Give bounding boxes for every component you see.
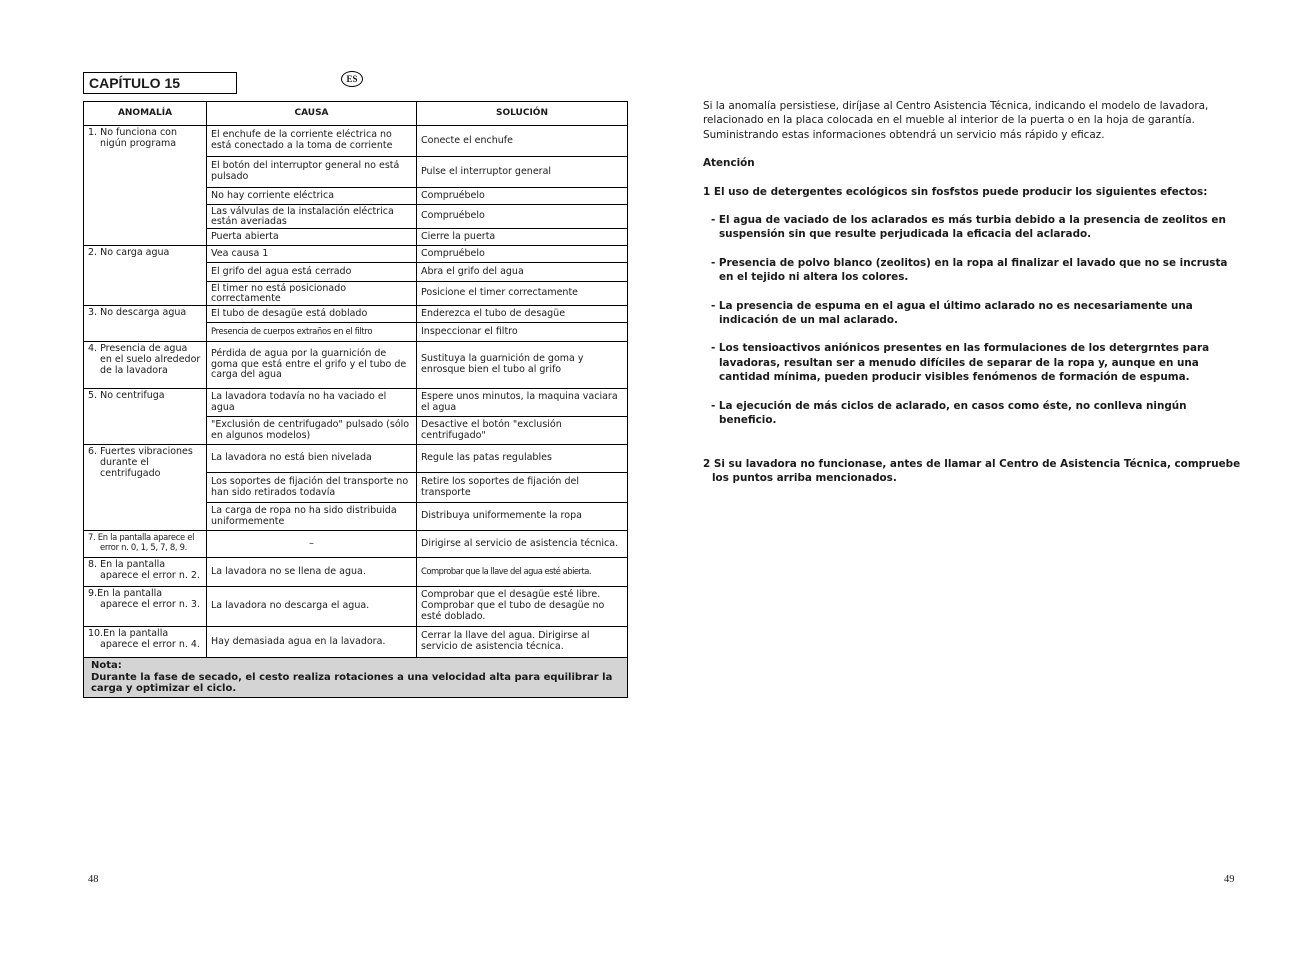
anomaly-cell: 2. No carga agua bbox=[84, 246, 207, 306]
troubleshooting-table bbox=[83, 101, 628, 698]
table-row bbox=[84, 445, 628, 473]
cause-cell: Los soportes de fijación del transporte no han sido retirados todavía bbox=[207, 473, 417, 503]
point-2: 2 Si su lavadora no funcionase, antes de llamar al Centro de Asistencia Técnica, compruebe los puntos arriba mencionados. bbox=[703, 457, 1241, 484]
note-text: Durante la fase de secado, el cesto realiza rotaciones a una velocidad alta para equilibrar la carga y optimizar el ciclo. bbox=[91, 671, 613, 694]
solution-cell: Compruébelo bbox=[417, 205, 628, 229]
list-item: - El agua de vaciado de los aclarados es más turbia debido a la presencia de zeolitos en suspensión sin que resulte perjudicada la eficacia del aclarado. bbox=[711, 214, 1226, 241]
solution-cell: Pulse el interruptor general bbox=[417, 157, 628, 188]
page-number-right: 49 bbox=[1224, 874, 1235, 885]
solution-cell: Compruébelo bbox=[417, 188, 628, 205]
list-item: - Los tensioactivos aniónicos presentes en las formulaciones de los detergrntes para lavadoras, resultan ser a menudo difíciles de separar de la ropa y, aunque en una cantidad mínima, pueden producir visibles fenómenos de formación de espuma. bbox=[711, 342, 1210, 384]
table-row bbox=[84, 531, 628, 558]
cause-cell: La lavadora todavía no ha vaciado el agua bbox=[207, 389, 417, 417]
cause-cell: El botón del interruptor general no está pulsado bbox=[207, 157, 417, 188]
chapter-title: CAPÍTULO 15 bbox=[83, 72, 237, 94]
cause-cell: El enchufe de la corriente eléctrica no está conectado a la toma de corriente bbox=[207, 126, 417, 157]
anomaly-cell: 6. Fuertes vibraciones durante el centrifugado bbox=[84, 445, 207, 531]
solution-cell: Compruébelo bbox=[417, 246, 628, 263]
cause-cell: Pérdida de agua por la guarnición de goma que está entre el grifo y el tubo de carga del agua bbox=[207, 342, 417, 389]
page-number-left: 48 bbox=[88, 874, 99, 885]
solution-cell: Posicione el timer correctamente bbox=[417, 282, 628, 306]
solution-cell: Cierre la puerta bbox=[417, 229, 628, 246]
cause-cell: – bbox=[207, 531, 417, 558]
cause-cell: La carga de ropa no ha sido distribuida uniformemente bbox=[207, 503, 417, 531]
solution-cell: Comprobar que el desagüe esté libre. Comprobar que el tubo de desagüe no esté doblado. bbox=[417, 587, 628, 627]
cause-cell: El timer no está posicionado correctamente bbox=[207, 282, 417, 306]
solution-cell: Abra el grifo del agua bbox=[417, 263, 628, 282]
cause-cell: La lavadora no se llena de agua. bbox=[207, 558, 417, 587]
cause-cell: La lavadora no está bien nivelada bbox=[207, 445, 417, 473]
cause-cell: Las válvulas de la instalación eléctrica están averiadas bbox=[207, 205, 417, 229]
table-row bbox=[84, 389, 628, 417]
anomaly-cell: 5. No centrifuga bbox=[84, 389, 207, 445]
anomaly-cell: 9.En la pantalla aparece el error n. 3. bbox=[84, 587, 207, 627]
solution-cell: Desactive el botón "exclusión centrifugado" bbox=[417, 417, 628, 445]
solution-cell: Inspeccionar el filtro bbox=[417, 323, 628, 342]
cause-cell: El tubo de desagüe está doblado bbox=[207, 306, 417, 323]
solution-cell: Comprobar que la llave del agua esté abierta. bbox=[417, 558, 628, 587]
solution-cell: Regule las patas regulables bbox=[417, 445, 628, 473]
solution-cell: Conecte el enchufe bbox=[417, 126, 628, 157]
point-1: 1 El uso de detergentes ecológicos sin fosfstos puede producir los siguientes efectos: bbox=[703, 185, 1208, 198]
table-row bbox=[84, 342, 628, 389]
cause-cell: No hay corriente eléctrica bbox=[207, 188, 417, 205]
table-row bbox=[84, 126, 628, 157]
table-row bbox=[84, 558, 628, 587]
list-item: - Presencia de polvo blanco (zeolitos) en la ropa al finalizar el lavado que no se incrusta en el tejido ni altera los colores. bbox=[711, 256, 1228, 284]
intro-paragraph: Si la anomalía persistiese, diríjase al Centro Asistencia Técnica, indicando el modelo de lavadora, relacionado en la placa colocada en el mueble al interior de la puerta o en la hoja de garantía. Suministrando estas informaciones obtendrá un servicio más rápido y eficaz. bbox=[703, 100, 1209, 141]
solution-cell: Distribuya uniformemente la ropa bbox=[417, 503, 628, 531]
cause-cell: La lavadora no descarga el agua. bbox=[207, 587, 417, 627]
solution-cell: Cerrar la llave del agua. Dirigirse al servicio de asistencia técnica. bbox=[417, 627, 628, 658]
table-note-row bbox=[84, 658, 628, 698]
language-badge: ES bbox=[341, 71, 363, 87]
attention-heading: Atención bbox=[703, 157, 755, 170]
column-header-solution: SOLUCIÓN bbox=[417, 102, 628, 126]
table-row bbox=[84, 587, 628, 627]
solution-cell: Dirigirse al servicio de asistencia técnica. bbox=[417, 531, 628, 558]
cause-cell: Vea causa 1 bbox=[207, 246, 417, 263]
anomaly-cell: 8. En la pantalla aparece el error n. 2. bbox=[84, 558, 207, 587]
note-title: Nota: bbox=[91, 660, 122, 671]
column-header-anomaly: ANOMALÍA bbox=[84, 102, 207, 126]
cause-cell: Presencia de cuerpos extraños en el filtro bbox=[207, 323, 417, 342]
cause-cell: "Exclusión de centrifugado" pulsado (sólo en algunos modelos) bbox=[207, 417, 417, 445]
note-cell bbox=[84, 658, 628, 698]
column-header-cause: CAUSA bbox=[207, 102, 417, 126]
table-row bbox=[84, 246, 628, 263]
solution-cell: Sustituya la guarnición de goma y enrosque bien el tubo al grifo bbox=[417, 342, 628, 389]
cause-cell: Puerta abierta bbox=[207, 229, 417, 246]
table-row bbox=[84, 627, 628, 658]
anomaly-cell: 7. En la pantalla aparece el error n. 0, 1, 5, 7, 8, 9. bbox=[84, 531, 207, 558]
anomaly-cell: 4. Presencia de agua en el suelo alrededor de la lavadora bbox=[84, 342, 207, 389]
list-item: - La ejecución de más ciclos de aclarado, en casos como éste, no conlleva ningún beneficio. bbox=[711, 399, 1187, 427]
solution-cell: Retire los soportes de fijación del transporte bbox=[417, 473, 628, 503]
cause-cell: El grifo del agua está cerrado bbox=[207, 263, 417, 282]
anomaly-cell: 3. No descarga agua bbox=[84, 306, 207, 342]
list-item: - La presencia de espuma en el agua el último aclarado no es necesariamente una indicación de un mal aclarado. bbox=[711, 299, 1193, 327]
cause-cell: Hay demasiada agua en la lavadora. bbox=[207, 627, 417, 658]
anomaly-cell: 10.En la pantalla aparece el error n. 4. bbox=[84, 627, 207, 658]
solution-cell: Enderezca el tubo de desagüe bbox=[417, 306, 628, 323]
table-row bbox=[84, 306, 628, 323]
right-page-content bbox=[703, 99, 1243, 485]
anomaly-cell: 1. No funciona con nigún programa bbox=[84, 126, 207, 246]
solution-cell: Espere unos minutos, la maquina vaciara el agua bbox=[417, 389, 628, 417]
